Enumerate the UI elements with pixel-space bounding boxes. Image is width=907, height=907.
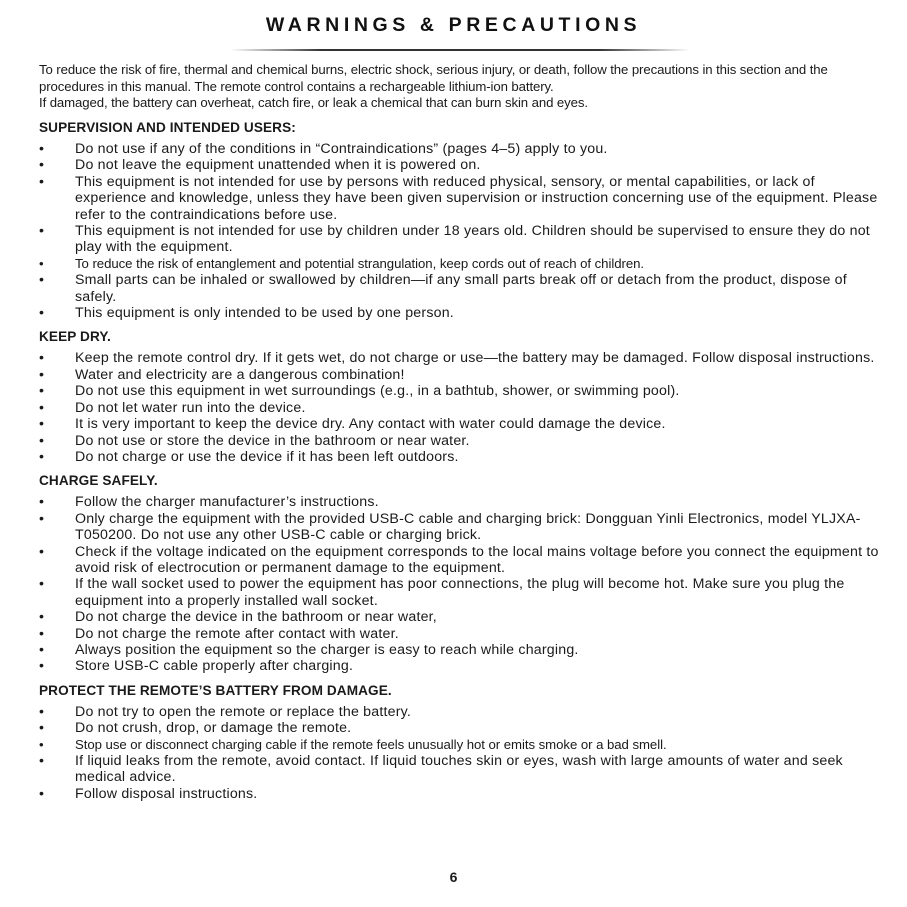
bullet-icon: • <box>39 609 45 626</box>
bullet-icon: • <box>39 399 45 416</box>
list-item <box>39 367 884 383</box>
section-heading: PROTECT THE REMOTE’S BATTERY FROM DAMAGE. <box>39 682 392 698</box>
list-item <box>39 256 884 272</box>
bullet-icon: • <box>39 543 45 560</box>
bullet-icon: • <box>39 416 45 433</box>
list-item <box>39 141 884 157</box>
page-number: 6 <box>449 869 458 885</box>
bullet-icon: • <box>39 305 45 322</box>
section-heading: SUPERVISION AND INTENDED USERS: <box>39 120 296 135</box>
section-protect-battery <box>39 682 884 802</box>
list-item <box>39 383 884 399</box>
list-item-text: Do not crush, drop, or damage the remote. <box>75 720 352 737</box>
list-item-text: Do not try to open the remote or replace the battery. <box>75 703 412 720</box>
list-item <box>39 626 884 642</box>
list-item-text: If liquid leaks from the remote, avoid contact. If liquid touches skin or eyes, wash with large amounts of water and seek medical advice. <box>75 753 843 786</box>
list-item-text: This equipment is not intended for use by persons with reduced physical, sensory, or mental capabilities, or lack of experience and knowledge, unless they have been given supervision or instruction concerning use of the equipment. Please refer to the contraindications before use. <box>75 173 878 223</box>
bullet-list <box>39 704 884 802</box>
list-item <box>39 544 884 577</box>
bullet-icon: • <box>39 703 45 720</box>
intro-text <box>39 62 879 112</box>
bullet-list <box>39 141 884 321</box>
bullet-icon: • <box>39 625 45 642</box>
list-item <box>39 449 884 465</box>
list-item <box>39 305 884 321</box>
list-item-text: Always position the equipment so the charger is easy to reach while charging. <box>75 641 579 658</box>
bullet-icon: • <box>39 173 45 190</box>
bullet-icon: • <box>39 785 45 802</box>
bullet-icon: • <box>39 432 45 449</box>
bullet-icon: • <box>39 736 44 752</box>
list-item <box>39 786 884 802</box>
bullet-list <box>39 494 884 674</box>
intro-paragraph: To reduce the risk of fire, thermal and chemical burns, electric shock, serious injury, or death, follow the precautions in this section and the procedures in this manual. The remote control contains a rechargeable lithium-ion battery. <box>39 62 828 94</box>
section-supervision <box>39 119 884 321</box>
warnings-content <box>39 119 884 809</box>
list-item-text: Do not let water run into the device. <box>75 399 306 416</box>
list-item-text: It is very important to keep the device dry. Any contact with water could damage the device. <box>75 416 666 433</box>
list-item <box>39 350 884 366</box>
list-item <box>39 511 884 544</box>
list-item-text: Do not use if any of the conditions in “Contraindications” (pages 4–5) apply to you. <box>75 141 608 157</box>
list-item <box>39 704 884 720</box>
list-item <box>39 400 884 416</box>
bullet-icon: • <box>39 510 45 527</box>
list-item-text: Follow disposal instructions. <box>75 785 258 802</box>
bullet-icon: • <box>39 141 45 157</box>
list-item-text: Only charge the equipment with the provided USB-C cable and charging brick: Dongguan Yinli Electronics, model YLJXA-T050200. Do not use any other USB-C cable or charging brick. <box>75 510 861 544</box>
list-item <box>39 272 884 305</box>
bullet-icon: • <box>39 366 45 383</box>
bullet-icon: • <box>39 255 44 271</box>
list-item <box>39 576 884 609</box>
list-item-text: If the wall socket used to power the equipment has poor connections, the plug will become hot. Make sure you plug the equipment into a properly installed wall socket. <box>75 576 845 609</box>
list-item-text: Do not charge or use the device if it has been left outdoors. <box>75 448 459 465</box>
list-item <box>39 174 884 223</box>
bullet-icon: • <box>39 658 45 675</box>
list-item <box>39 720 884 736</box>
section-charge-safely <box>39 472 884 674</box>
list-item-text: Check if the voltage indicated on the equipment corresponds to the local mains voltage before you connect the equipment to avoid risk of electrocution or permanent damage to the equipment. <box>75 543 879 576</box>
section-heading: KEEP DRY. <box>39 329 111 345</box>
bullet-icon: • <box>39 576 45 593</box>
bullet-icon: • <box>39 720 45 737</box>
list-item-text: Do not charge the device in the bathroom or near water, <box>75 609 437 626</box>
list-item-text: Small parts can be inhaled or swallowed by children—if any small parts break off or detach from the product, dispose of safely. <box>75 272 847 305</box>
list-item-text: Follow the charger manufacturer’s instructions. <box>75 494 379 511</box>
list-item <box>39 416 884 432</box>
list-item <box>39 157 884 173</box>
bullet-icon: • <box>39 223 45 240</box>
section-keep-dry <box>39 328 884 465</box>
title-divider <box>230 49 690 51</box>
page-title: WARNINGS & PRECAUTIONS <box>265 14 642 36</box>
list-item-text: To reduce the risk of entanglement and potential strangulation, keep cords out of reach of children. <box>75 255 645 271</box>
list-item-text: Do not leave the equipment unattended when it is powered on. <box>75 157 481 174</box>
list-item-text: Store USB-C cable properly after charging. <box>75 658 354 675</box>
bullet-icon: • <box>39 350 45 367</box>
bullet-icon: • <box>39 383 45 400</box>
list-item-text: Do not charge the remote after contact with water. <box>75 625 399 642</box>
list-item <box>39 223 884 256</box>
bullet-icon: • <box>39 494 45 511</box>
list-item <box>39 737 884 753</box>
list-item-text: Water and electricity are a dangerous combination! <box>75 366 405 383</box>
list-item <box>39 433 884 449</box>
list-item <box>39 642 884 658</box>
list-item <box>39 494 884 510</box>
intro-paragraph: If damaged, the battery can overheat, catch fire, or leak a chemical that can burn skin and eyes. <box>39 95 588 110</box>
bullet-icon: • <box>39 272 45 289</box>
list-item-text: This equipment is only intended to be used by one person. <box>75 305 454 322</box>
bullet-icon: • <box>39 753 45 769</box>
list-item <box>39 609 884 625</box>
bullet-icon: • <box>39 157 45 174</box>
list-item-text: Keep the remote control dry. If it gets wet, do not charge or use—the battery may be damaged. Follow disposal instructions. <box>75 350 875 367</box>
bullet-list <box>39 350 884 465</box>
list-item-text: Do not use or store the device in the bathroom or near water. <box>75 432 470 449</box>
section-heading: CHARGE SAFELY. <box>39 473 158 489</box>
bullet-icon: • <box>39 448 45 465</box>
bullet-icon: • <box>39 641 45 658</box>
list-item <box>39 753 884 786</box>
list-item-text: Do not use this equipment in wet surroundings (e.g., in a bathtub, shower, or swimming pool). <box>75 383 680 400</box>
list-item-text: Stop use or disconnect charging cable if the remote feels unusually hot or emits smoke or a bad smell. <box>75 736 667 752</box>
list-item <box>39 658 884 674</box>
list-item-text: This equipment is not intended for use by children under 18 years old. Children should be supervised to ensure they do not play with the equipment. <box>75 223 870 256</box>
